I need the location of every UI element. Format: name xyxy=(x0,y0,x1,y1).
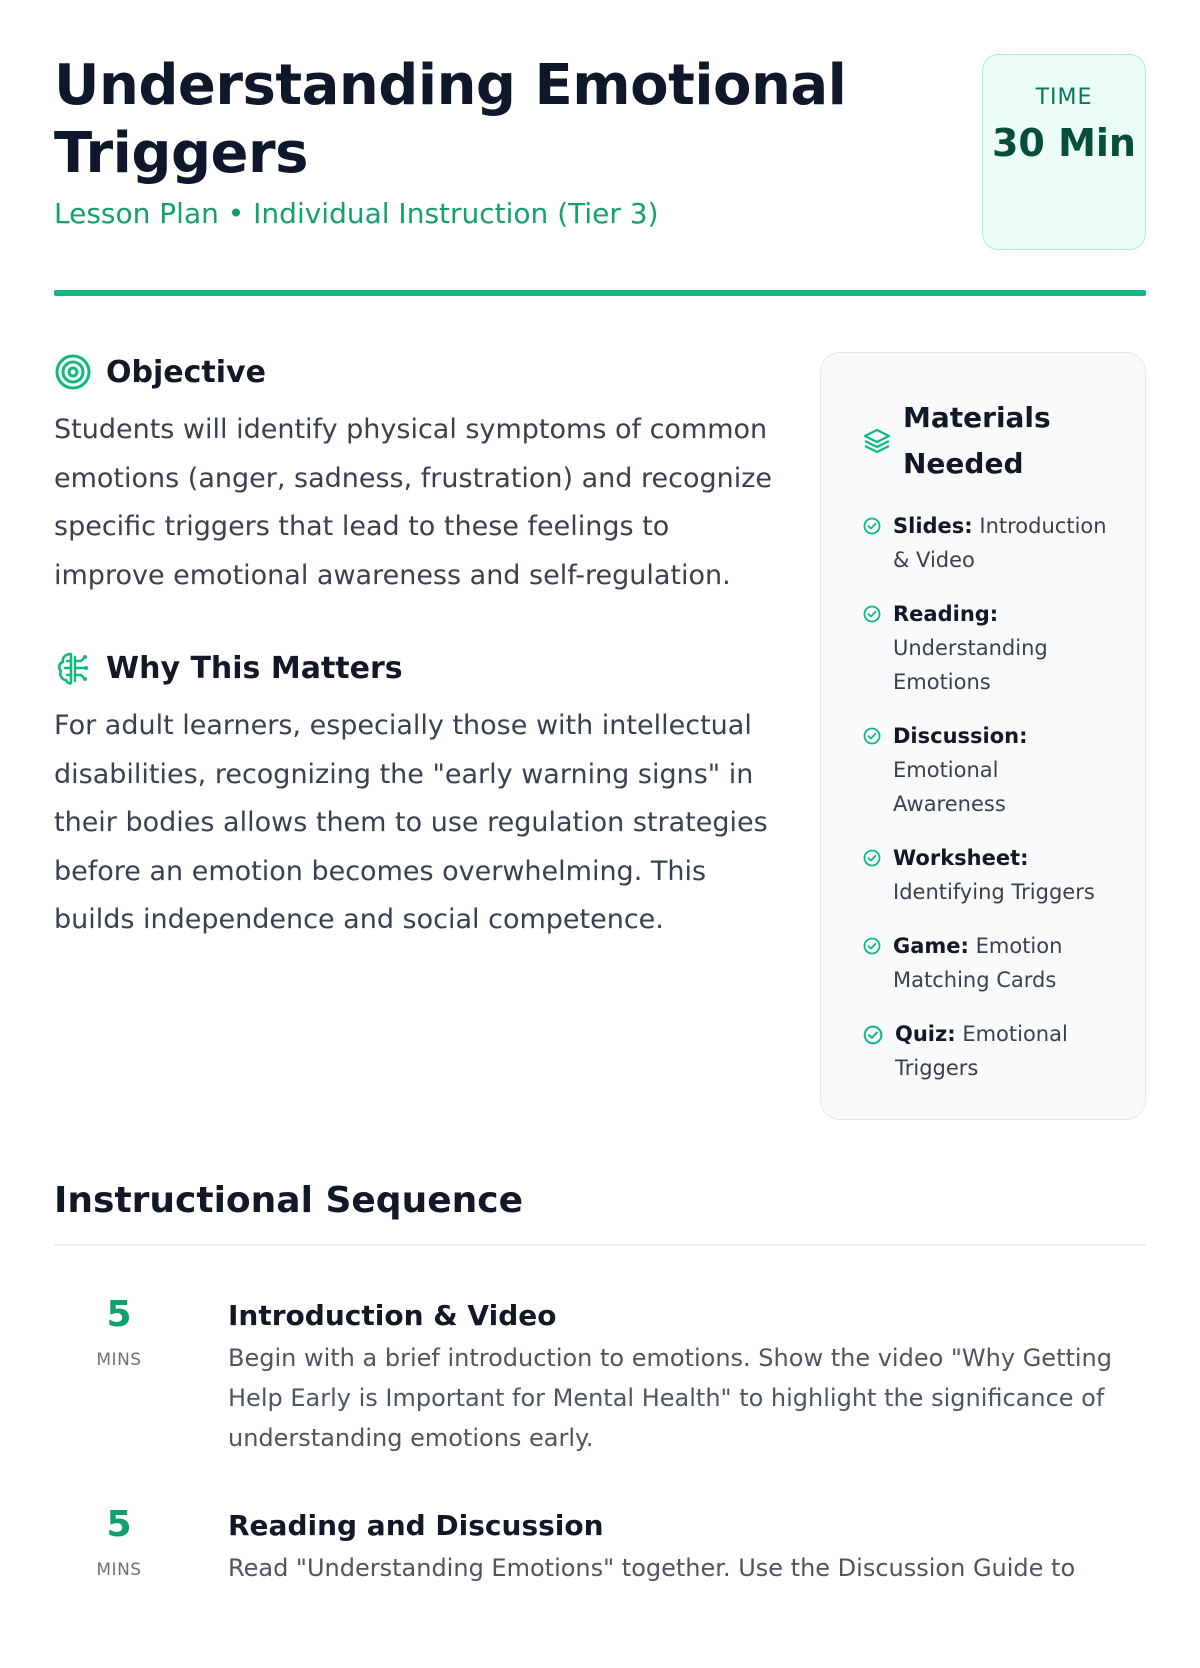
layers-icon xyxy=(863,427,891,455)
header-divider xyxy=(54,290,1146,296)
overview-column xyxy=(54,352,774,945)
material-item xyxy=(863,1017,1113,1085)
material-item xyxy=(863,929,1113,997)
check-circle-icon xyxy=(863,605,881,623)
material-label: Discussion: xyxy=(893,724,1028,748)
check-circle-icon xyxy=(863,1025,883,1045)
material-item xyxy=(863,719,1113,821)
material-text: Emotion Matching Cards xyxy=(893,934,1063,992)
check-circle-icon xyxy=(863,517,881,535)
step-minutes: 5 xyxy=(106,1504,132,1545)
sequence-heading: Instructional Sequence xyxy=(54,1180,524,1221)
materials-panel xyxy=(820,352,1146,1120)
why-section xyxy=(54,648,774,945)
step-description: Begin with a brief introduction to emotions. Show the video "Why Getting Help Early is Important for Mental Health" to highlight the significance of understanding emotions early. xyxy=(228,1344,1113,1452)
step-title: Reading and Discussion xyxy=(228,1509,604,1542)
time-badge xyxy=(982,54,1146,250)
material-text: Emotional Triggers xyxy=(895,1022,1068,1080)
objective-text: Students will identify physical symptoms of common emotions (anger, sadness, frustration) and recognize specific triggers that lead to these feelings to improve emotional awareness and self-regulation. xyxy=(54,414,773,591)
material-label: Game: xyxy=(893,934,969,958)
material-label: Slides: xyxy=(893,514,973,538)
material-label: Worksheet: xyxy=(893,846,1029,870)
step-description: Read "Understanding Emotions" together. Use the Discussion Guide to xyxy=(228,1554,1076,1582)
time-value: 30 Min xyxy=(991,121,1136,165)
materials-heading: Materials Needed xyxy=(903,401,1051,480)
why-heading: Why This Matters xyxy=(106,650,403,686)
material-label: Reading: xyxy=(893,602,999,626)
sequence-step xyxy=(54,1294,1146,1458)
step-unit: MINS xyxy=(96,1350,142,1370)
check-circle-icon xyxy=(863,849,881,867)
page-subtitle: Lesson Plan • Individual Instruction (Tier 3) xyxy=(54,197,659,230)
step-unit: MINS xyxy=(96,1560,142,1580)
material-text: Identifying Triggers xyxy=(893,880,1095,904)
material-item xyxy=(863,509,1113,577)
step-title: Introduction & Video xyxy=(228,1299,557,1332)
materials-list xyxy=(863,509,1113,1105)
material-label: Quiz: xyxy=(895,1022,956,1046)
material-text: Understanding Emotions xyxy=(893,636,1048,694)
sequence-step xyxy=(54,1504,1146,1668)
material-item xyxy=(863,597,1113,699)
brain-icon xyxy=(54,649,92,687)
target-icon xyxy=(54,353,92,391)
check-circle-icon xyxy=(863,727,881,745)
material-text: Introduction & Video xyxy=(893,514,1107,572)
step-minutes: 5 xyxy=(106,1294,132,1335)
sequence-divider xyxy=(54,1244,1146,1246)
objective-heading: Objective xyxy=(106,354,266,390)
check-circle-icon xyxy=(863,937,881,955)
lesson-header xyxy=(54,52,1146,232)
why-text: For adult learners, especially those with intellectual disabilities, recognizing the "early warning signs" in their bodies allows them to use regulation strategies before an emotion becomes overwhelming. This builds independence and social competence. xyxy=(54,710,768,935)
material-text: Emotional Awareness xyxy=(893,758,1006,816)
material-item xyxy=(863,841,1113,909)
page-title: Understanding Emotional Triggers xyxy=(54,53,847,186)
instructional-sequence xyxy=(54,1178,1146,1668)
objective-section xyxy=(54,352,774,600)
time-label: TIME xyxy=(1035,85,1093,110)
